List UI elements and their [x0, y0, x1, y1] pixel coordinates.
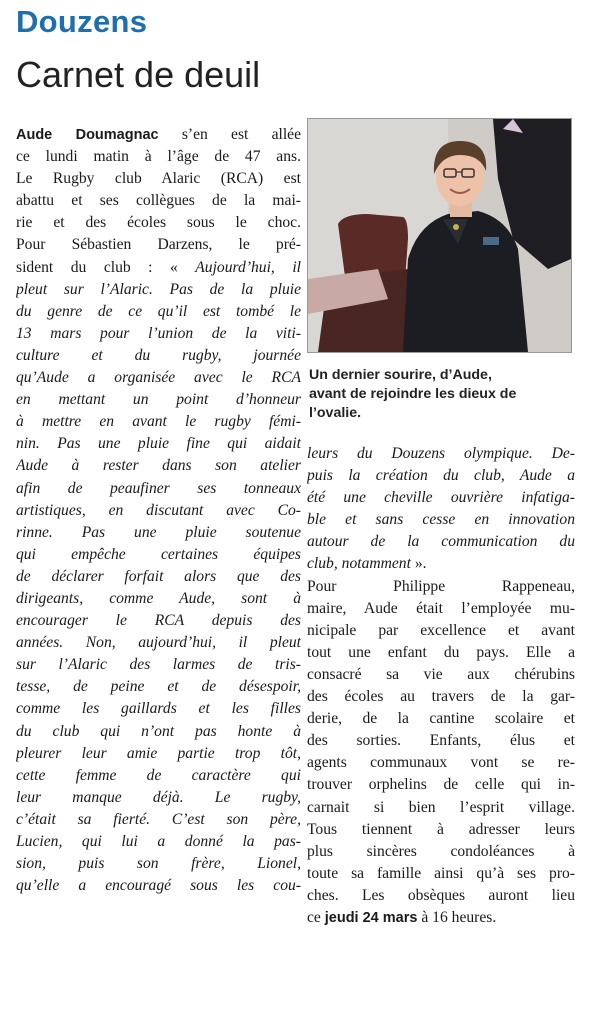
article-line: années. Non, aujourd’hui, il pleut: [16, 634, 301, 652]
article-line: qu’Aude a organisée avec le RCA: [16, 369, 301, 387]
article-line: Pour Sébastien Darzens, le pré-: [16, 236, 301, 254]
article-line: club, notamment ».: [307, 555, 427, 573]
caption-line: l’ovalie.: [309, 405, 362, 421]
article-line: sur l’Alaric des larmes de tris-: [16, 656, 301, 674]
article-line: qu’elle a encouragé sous les cou-: [16, 877, 301, 895]
article-line: à mettre en avant le rugby fémi-: [16, 413, 301, 431]
article-column-right: [307, 443, 575, 929]
article-line: culture et du rugby, journée: [16, 346, 301, 364]
article-line: autour de la communication du: [307, 533, 575, 551]
article-line: pleurer leur amie partie trop tôt,: [16, 744, 301, 762]
article-line: des écoles au travers de la gar-: [307, 688, 575, 706]
article-line: trouver orphelins de celle qui in-: [307, 776, 575, 794]
article-line: Aude à rester dans son atelier: [16, 457, 301, 475]
article-line: ce jeudi 24 mars à 16 heures.: [307, 908, 497, 926]
caption-line: avant de rejoindre les dieux de: [309, 386, 517, 402]
article-line: ce lundi matin à l’âge de 47 ans.: [16, 148, 301, 166]
article-line: ches. Les obsèques auront lieu: [307, 886, 575, 904]
section-kicker: Douzens: [16, 4, 148, 39]
article-line: Lucien, qui lui a donné la pas-: [16, 833, 301, 850]
article-line: toute sa famille ainsi qu’à ses pro-: [307, 864, 575, 882]
article-line: du genre de ce qu’il est tombé le: [16, 302, 301, 320]
article-photo: [307, 118, 572, 353]
quote-end: ».: [410, 555, 427, 573]
photo-caption: [309, 366, 569, 423]
article-line: de déclarer forfait alors que des: [16, 567, 301, 585]
article-line: sident du club : « Aujourd’hui, il: [16, 258, 301, 276]
article-line: ble et sans cesse en innovation: [307, 511, 575, 529]
article-line: afin de peaufiner ses tonneaux: [16, 479, 301, 497]
article-line: plus sincères condoléances à: [307, 842, 575, 860]
lead-name: Aude Doumagnac: [16, 127, 159, 143]
article-line: nicipale par excellence et avant: [307, 621, 575, 639]
article-line: c’était sa fierté. C’est son père,: [16, 810, 301, 828]
funeral-date: jeudi 24 mars: [324, 909, 418, 926]
article-line: agents communaux vont se re-: [307, 754, 575, 772]
article-line: carnait si bien l’esprit village.: [307, 798, 575, 816]
article-headline: Carnet de deuil: [16, 54, 261, 95]
article-line: dirigeants, comme Aude, sont à: [16, 589, 301, 607]
article-line: rie et des écoles sous le choc.: [16, 214, 301, 232]
article-line: comme les gaillards et les filles: [16, 700, 301, 718]
article-line: été une cheville ouvrière infatiga-: [307, 489, 575, 507]
article-line: Tous tiennent à adresser leurs: [307, 820, 575, 838]
article-line: maire, Aude était l’employée mu-: [307, 599, 575, 617]
article-column-left: [16, 124, 301, 897]
article-line: nin. Pas une pluie fine qui aidait: [16, 435, 301, 453]
article-line: puis la création du club, Aude a: [307, 467, 575, 485]
article-line: leur manque déjà. Le rugby,: [16, 788, 301, 806]
article-line: pleut sur l’Alaric. Pas de la pluie: [16, 280, 301, 298]
article-line: en mettant un point d’honneur: [16, 391, 301, 409]
article-line: cette femme de caractère qui: [16, 766, 301, 784]
article-line: Pour Philippe Rappeneau,: [307, 577, 575, 595]
caption-line: Un dernier sourire, d’Aude,: [309, 367, 492, 383]
article-line: derie, de la cantine scolaire et: [307, 710, 575, 728]
article-line: Le Rugby club Alaric (RCA) est: [16, 170, 301, 188]
article-line: encourager le RCA depuis des: [16, 612, 301, 630]
article-line: rinne. Pas une pluie soutenue: [16, 523, 301, 541]
article-line: tesse, de peine et de désespoir,: [16, 678, 301, 696]
article-line: consacré sa vie aux chérubins: [307, 665, 575, 683]
article-line: du club qui n’ont pas honte à: [16, 722, 301, 740]
article-line: tout une enfant du pays. Elle a: [307, 643, 575, 661]
quote-start: Aujourd’hui, il: [195, 258, 301, 276]
article-line: sion, puis son frère, Lionel,: [16, 855, 301, 873]
article-line: qui empêche certaines équipes: [16, 545, 301, 563]
article-line: artistiques, en discutant avec Co-: [16, 501, 301, 519]
article-line: 13 mars pour l’union de la viti-: [16, 324, 301, 342]
article-line: des sorties. Enfants, élus et: [307, 732, 575, 750]
article-line: leurs du Douzens olympique. De-: [307, 445, 575, 462]
article-line: abattu et ses collègues de la mai-: [16, 192, 301, 210]
article-line: Aude Doumagnac s’en est allée: [16, 126, 301, 143]
photo-woman-smiling-icon: [308, 119, 571, 352]
